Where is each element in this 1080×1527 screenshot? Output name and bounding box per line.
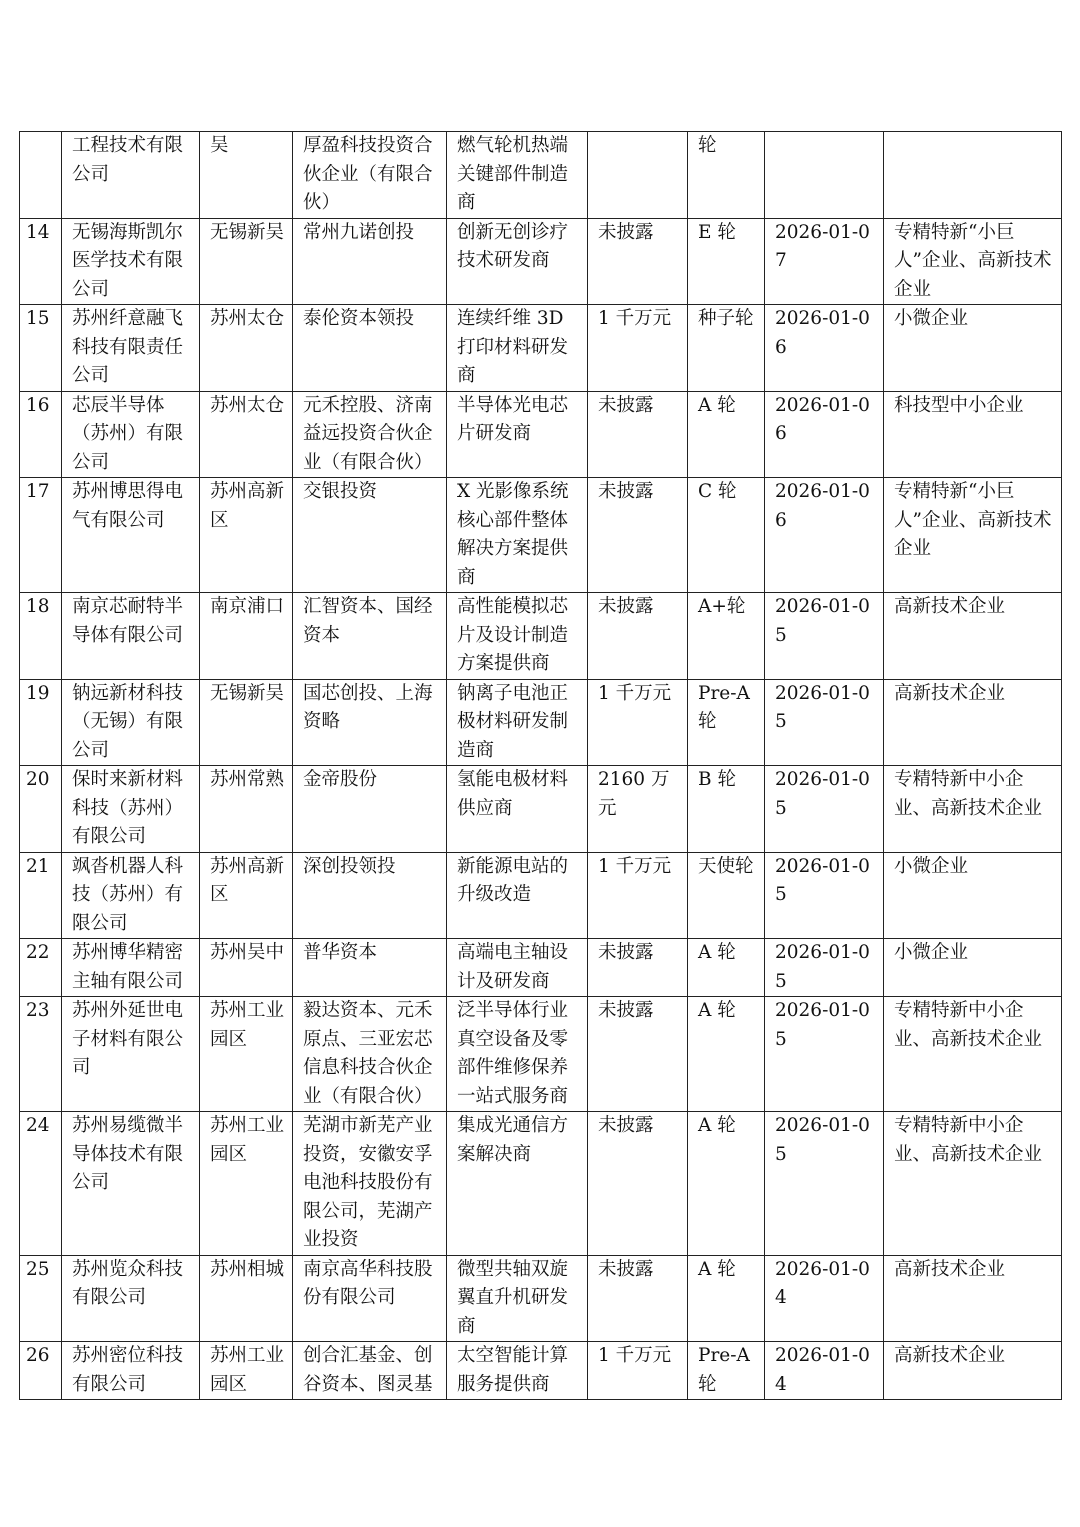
cell-company: 苏州览众科技有限公司 — [62, 1255, 200, 1342]
table-row — [20, 852, 1062, 939]
cell-no: 21 — [20, 852, 62, 939]
cell-no: 26 — [20, 1342, 62, 1400]
cell-company: 钠远新材科技（无锡）有限公司 — [62, 679, 200, 766]
table-row — [20, 679, 1062, 766]
cell-qualification: 高新技术企业 — [884, 1342, 1062, 1400]
cell-investors: 深创投领投 — [293, 852, 447, 939]
table-row — [20, 1255, 1062, 1342]
cell-investors: 元禾控股、济南益远投资合伙企业（有限合伙） — [293, 391, 447, 478]
cell-date: 2026-01-04 — [765, 1255, 884, 1342]
cell-qualification: 小微企业 — [884, 939, 1062, 997]
cell-company: 苏州密位科技有限公司 — [62, 1342, 200, 1400]
cell-date: 2026-01-07 — [765, 218, 884, 305]
cell-round: 种子轮 — [688, 305, 765, 392]
cell-amount: 1 千万元 — [588, 852, 688, 939]
cell-investors: 创合汇基金、创谷资本、图灵基 — [293, 1342, 447, 1400]
cell-business: 新能源电站的升级改造 — [447, 852, 588, 939]
cell-date: 2026-01-05 — [765, 939, 884, 997]
cell-location: 吴 — [200, 132, 293, 219]
cell-round: Pre-A 轮 — [688, 1342, 765, 1400]
cell-no: 24 — [20, 1112, 62, 1256]
cell-date: 2026-01-05 — [765, 852, 884, 939]
table-row — [20, 478, 1062, 593]
cell-amount: 未披露 — [588, 391, 688, 478]
cell-qualification: 高新技术企业 — [884, 679, 1062, 766]
cell-qualification: 科技型中小企业 — [884, 391, 1062, 478]
cell-location: 苏州常熟 — [200, 766, 293, 853]
table-row — [20, 593, 1062, 680]
cell-location: 苏州吴中 — [200, 939, 293, 997]
cell-amount: 未披露 — [588, 218, 688, 305]
cell-location: 苏州高新区 — [200, 478, 293, 593]
cell-date: 2026-01-06 — [765, 478, 884, 593]
table-row — [20, 766, 1062, 853]
cell-business: 钠离子电池正极材料研发制造商 — [447, 679, 588, 766]
cell-business: 氢能电极材料供应商 — [447, 766, 588, 853]
cell-investors: 芜湖市新芜产业投资，安徽安孚电池科技股份有限公司，芜湖产业投资 — [293, 1112, 447, 1256]
financing-table — [19, 131, 1062, 1400]
cell-round: E 轮 — [688, 218, 765, 305]
cell-location: 苏州工业园区 — [200, 1342, 293, 1400]
cell-investors: 金帝股份 — [293, 766, 447, 853]
cell-qualification: 专精特新“小巨人”企业、高新技术企业 — [884, 218, 1062, 305]
cell-company: 工程技术有限公司 — [62, 132, 200, 219]
cell-qualification: 高新技术企业 — [884, 593, 1062, 680]
cell-date: 2026-01-05 — [765, 997, 884, 1112]
cell-investors: 交银投资 — [293, 478, 447, 593]
cell-amount: 未披露 — [588, 478, 688, 593]
cell-date: 2026-01-04 — [765, 1342, 884, 1400]
cell-investors: 毅达资本、元禾原点、三亚宏芯信息科技合伙企业（有限合伙） — [293, 997, 447, 1112]
cell-no: 18 — [20, 593, 62, 680]
cell-amount: 未披露 — [588, 1255, 688, 1342]
cell-amount: 1 千万元 — [588, 1342, 688, 1400]
cell-amount: 未披露 — [588, 997, 688, 1112]
cell-round: A 轮 — [688, 1112, 765, 1256]
cell-amount: 1 千万元 — [588, 679, 688, 766]
cell-date: 2026-01-06 — [765, 391, 884, 478]
cell-company: 南京芯耐特半导体有限公司 — [62, 593, 200, 680]
cell-date: 2026-01-05 — [765, 593, 884, 680]
cell-round: A+轮 — [688, 593, 765, 680]
cell-round: 轮 — [688, 132, 765, 219]
table-row — [20, 939, 1062, 997]
cell-location: 苏州工业园区 — [200, 997, 293, 1112]
cell-round: B 轮 — [688, 766, 765, 853]
cell-no: 17 — [20, 478, 62, 593]
cell-company: 苏州博思得电气有限公司 — [62, 478, 200, 593]
table-body — [20, 132, 1062, 1400]
cell-amount — [588, 132, 688, 219]
cell-amount: 未披露 — [588, 939, 688, 997]
cell-qualification: 小微企业 — [884, 305, 1062, 392]
cell-location: 苏州太仓 — [200, 305, 293, 392]
cell-qualification: 专精特新中小企业、高新技术企业 — [884, 1112, 1062, 1256]
cell-round: Pre-A 轮 — [688, 679, 765, 766]
cell-business: 高性能模拟芯片及设计制造方案提供商 — [447, 593, 588, 680]
cell-company: 飒沓机器人科技（苏州）有限公司 — [62, 852, 200, 939]
table-row — [20, 997, 1062, 1112]
cell-location: 苏州相城 — [200, 1255, 293, 1342]
cell-amount: 2160 万元 — [588, 766, 688, 853]
cell-date: 2026-01-06 — [765, 305, 884, 392]
cell-company: 苏州博华精密主轴有限公司 — [62, 939, 200, 997]
table-row — [20, 1112, 1062, 1256]
cell-investors: 泰伦资本领投 — [293, 305, 447, 392]
cell-round: A 轮 — [688, 997, 765, 1112]
cell-business: 微型共轴双旋翼直升机研发商 — [447, 1255, 588, 1342]
cell-investors: 国芯创投、上海资略 — [293, 679, 447, 766]
cell-round: A 轮 — [688, 391, 765, 478]
cell-no: 20 — [20, 766, 62, 853]
cell-no: 14 — [20, 218, 62, 305]
cell-business: 创新无创诊疗技术研发商 — [447, 218, 588, 305]
cell-company: 芯辰半导体（苏州）有限公司 — [62, 391, 200, 478]
cell-no: 25 — [20, 1255, 62, 1342]
cell-no: 19 — [20, 679, 62, 766]
cell-company: 苏州纤意融飞科技有限责任公司 — [62, 305, 200, 392]
cell-qualification: 小微企业 — [884, 852, 1062, 939]
cell-no: 15 — [20, 305, 62, 392]
cell-business: 泛半导体行业真空设备及零部件维修保养一站式服务商 — [447, 997, 588, 1112]
cell-round: A 轮 — [688, 939, 765, 997]
cell-qualification: 高新技术企业 — [884, 1255, 1062, 1342]
cell-round: C 轮 — [688, 478, 765, 593]
cell-location: 无锡新吴 — [200, 679, 293, 766]
cell-qualification — [884, 132, 1062, 219]
table-row — [20, 391, 1062, 478]
cell-investors: 南京高华科技股份有限公司 — [293, 1255, 447, 1342]
table-row — [20, 1342, 1062, 1400]
cell-company: 苏州易缆微半导体技术有限公司 — [62, 1112, 200, 1256]
cell-business: 高端电主轴设计及研发商 — [447, 939, 588, 997]
cell-company: 无锡海斯凯尔医学技术有限公司 — [62, 218, 200, 305]
cell-qualification: 专精特新中小企业、高新技术企业 — [884, 997, 1062, 1112]
cell-date: 2026-01-05 — [765, 679, 884, 766]
cell-date: 2026-01-05 — [765, 1112, 884, 1256]
cell-location: 苏州太仓 — [200, 391, 293, 478]
table-row — [20, 132, 1062, 219]
cell-no: 22 — [20, 939, 62, 997]
cell-investors: 厚盈科技投资合伙企业（有限合伙） — [293, 132, 447, 219]
cell-company: 苏州外延世电子材料有限公司 — [62, 997, 200, 1112]
cell-date — [765, 132, 884, 219]
cell-investors: 普华资本 — [293, 939, 447, 997]
cell-business: 燃气轮机热端关键部件制造商 — [447, 132, 588, 219]
cell-business: 半导体光电芯片研发商 — [447, 391, 588, 478]
cell-qualification: 专精特新“小巨人”企业、高新技术企业 — [884, 478, 1062, 593]
cell-date: 2026-01-05 — [765, 766, 884, 853]
cell-company: 保时来新材料科技（苏州）有限公司 — [62, 766, 200, 853]
cell-qualification: 专精特新中小企业、高新技术企业 — [884, 766, 1062, 853]
table-row — [20, 218, 1062, 305]
cell-business: 太空智能计算服务提供商 — [447, 1342, 588, 1400]
cell-round: 天使轮 — [688, 852, 765, 939]
cell-amount: 未披露 — [588, 1112, 688, 1256]
cell-no: 16 — [20, 391, 62, 478]
cell-location: 苏州工业园区 — [200, 1112, 293, 1256]
cell-amount: 未披露 — [588, 593, 688, 680]
table-row — [20, 305, 1062, 392]
cell-amount: 1 千万元 — [588, 305, 688, 392]
cell-business: 连续纤维 3D 打印材料研发商 — [447, 305, 588, 392]
cell-location: 南京浦口 — [200, 593, 293, 680]
cell-location: 苏州高新区 — [200, 852, 293, 939]
cell-location: 无锡新吴 — [200, 218, 293, 305]
cell-business: X 光影像系统核心部件整体解决方案提供商 — [447, 478, 588, 593]
cell-investors: 常州九诺创投 — [293, 218, 447, 305]
cell-round: A 轮 — [688, 1255, 765, 1342]
cell-no: 23 — [20, 997, 62, 1112]
cell-investors: 汇智资本、国经资本 — [293, 593, 447, 680]
cell-business: 集成光通信方案解决商 — [447, 1112, 588, 1256]
cell-no — [20, 132, 62, 219]
